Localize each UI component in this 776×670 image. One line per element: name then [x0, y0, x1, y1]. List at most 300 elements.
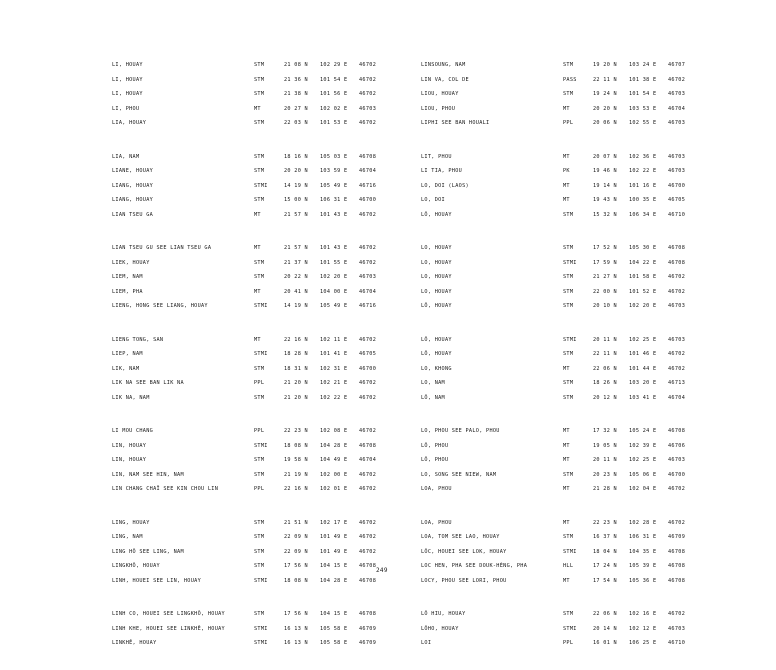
entry-lat: 20 07 N — [593, 153, 617, 160]
entry-type: STMI — [254, 640, 268, 646]
entry-lat: 19 24 N — [593, 91, 617, 97]
gazetteer-entry — [421, 376, 741, 391]
entry-type: STM — [254, 457, 265, 463]
entry-name: LIAN TSEU GU SEE LIAN TSEU GA — [112, 245, 212, 251]
gazetteer-entry — [112, 87, 432, 102]
gazetteer-entry — [112, 208, 432, 223]
entry-name: LÔ, HOUAY — [421, 211, 452, 218]
entry-lat: 17 24 N — [593, 563, 617, 569]
gazetteer-entry — [112, 453, 432, 468]
entry-lat: 20 06 N — [593, 120, 617, 126]
entry-lon: 101 49 E — [320, 548, 348, 555]
entry-lon: 105 24 E — [629, 428, 657, 434]
entry-lon: 103 41 E — [629, 394, 657, 401]
entry-lat: 21 28 N — [593, 486, 617, 492]
entry-lon: 101 38 E — [629, 76, 657, 83]
entry-name: LIEM, PHA — [112, 288, 143, 295]
entry-type: MT — [563, 182, 570, 189]
entry-code: 46704 — [359, 168, 377, 174]
entry-name: LIK NA SEE BAN LIK NA — [112, 380, 184, 386]
entry-group — [421, 58, 741, 131]
entry-name: LO, PHOU SEE PALO, PHOU — [421, 428, 500, 434]
entry-name: LIN CHANG CHAÏ SEE KIN CHOU LIN — [112, 486, 219, 492]
entry-lat: 21 08 N — [284, 62, 308, 68]
gazetteer-entry — [421, 424, 741, 439]
entry-lat: 20 14 N — [593, 625, 617, 632]
entry-type: STM — [563, 351, 574, 357]
entry-type: STMI — [563, 336, 577, 343]
entry-code: 46702 — [359, 211, 377, 218]
entry-type: STM — [254, 153, 265, 160]
entry-code: 46700 — [359, 365, 377, 372]
entry-code: 46709 — [359, 625, 377, 632]
entry-name: LI TIA, PHOU — [421, 168, 463, 174]
entry-code: 46703 — [359, 274, 377, 280]
entry-lon: 101 55 E — [320, 259, 348, 266]
entry-lon: 102 01 E — [320, 486, 348, 492]
entry-code: 46708 — [668, 428, 686, 434]
entry-name: LINKHÊ, HOUAY — [112, 640, 157, 646]
entry-name: LO, HOUAY — [421, 245, 452, 251]
entry-type: PPL — [254, 380, 265, 386]
entry-lat: 16 37 N — [593, 534, 617, 540]
gazetteer-entry — [421, 87, 741, 102]
entry-name: LIPHI SEE BAN HOUALI — [421, 120, 490, 126]
page-number: 249 — [376, 567, 388, 574]
entry-type: STM — [563, 380, 574, 386]
entry-lon: 105 49 E — [320, 182, 348, 189]
entry-name: LO, SONG SEE NIEW, NAM — [421, 471, 497, 478]
entry-name: LOI — [421, 640, 432, 646]
entry-name: LIEK, HOUAY — [112, 259, 150, 266]
entry-type: PPL — [254, 486, 265, 492]
gazetteer-entry — [112, 241, 432, 256]
entry-code: 46709 — [359, 640, 377, 646]
entry-type: STM — [254, 611, 265, 617]
entry-lon: 103 24 E — [629, 62, 657, 68]
entry-code: 46702 — [359, 245, 377, 251]
entry-type: STM — [563, 534, 574, 540]
gazetteer-entry — [112, 256, 432, 271]
gazetteer-entry — [421, 362, 741, 377]
entry-lon: 102 28 E — [629, 519, 657, 526]
entry-type: MT — [254, 105, 261, 112]
gazetteer-entry — [112, 482, 432, 497]
entry-lat: 20 20 N — [593, 105, 617, 112]
entry-lat: 15 32 N — [593, 211, 617, 218]
gazetteer-entry — [421, 299, 741, 314]
entry-code: 46702 — [359, 548, 377, 555]
entry-name: LING, NAM — [112, 534, 143, 540]
entry-lon: 106 31 E — [320, 197, 348, 203]
entry-type: STM — [254, 534, 265, 540]
entry-lon: 101 46 E — [629, 351, 657, 357]
entry-code: 46703 — [668, 457, 686, 463]
entry-lon: 105 58 E — [320, 625, 348, 632]
entry-lon: 101 58 E — [629, 274, 657, 280]
entry-lon: 102 22 E — [629, 168, 657, 174]
gazetteer-entry — [421, 607, 741, 622]
entry-type: STM — [563, 288, 574, 295]
entry-code: 46708 — [359, 563, 377, 569]
entry-lon: 101 54 E — [629, 91, 657, 97]
gazetteer-entry — [421, 73, 741, 88]
entry-name: LINH CO, HOUEI SEE LINGKHÔ, HOUAY — [112, 611, 225, 617]
entry-type: STM — [563, 91, 574, 97]
entry-lon: 102 22 E — [320, 394, 348, 401]
entry-code: 46703 — [668, 168, 686, 174]
entry-name: LIANG, HOUAY — [112, 197, 154, 203]
entry-lon: 104 28 E — [320, 577, 348, 584]
entry-name: LO, NAM — [421, 380, 445, 386]
entry-type: STMI — [254, 442, 268, 449]
entry-lon: 105 49 E — [320, 303, 348, 309]
entry-lon: 102 08 E — [320, 428, 348, 434]
gazetteer-entry — [112, 574, 432, 589]
entry-lon: 106 34 E — [629, 211, 657, 218]
entry-group — [421, 241, 741, 314]
entry-name: LÔHO, HOUAY — [421, 625, 459, 632]
gazetteer-entry — [421, 102, 741, 117]
entry-name: LÔ, PHOU — [421, 457, 449, 463]
entry-code: 46702 — [359, 259, 377, 266]
entry-type: STMI — [254, 351, 268, 357]
entry-lon: 102 04 E — [629, 486, 657, 492]
entry-name: LIA, HOUAY — [112, 120, 147, 126]
entry-lat: 20 41 N — [284, 288, 308, 295]
entry-name: LÔC, HOUEI SEE LOK, HOUAY — [421, 548, 507, 555]
gazetteer-entry — [421, 574, 741, 589]
entry-lat: 19 58 N — [284, 457, 308, 463]
gazetteer-entry — [112, 347, 432, 362]
entry-lon: 101 41 E — [320, 351, 348, 357]
entry-group — [112, 516, 432, 589]
entry-lon: 102 12 E — [629, 625, 657, 632]
entry-name: LI, HOUAY — [112, 76, 143, 83]
entry-lon: 101 44 E — [629, 365, 657, 372]
entry-name: LIN VA, COL DE — [421, 76, 469, 83]
entry-code: 46708 — [359, 611, 377, 617]
entry-name: LINGKHÔ, HOUAY — [112, 563, 160, 569]
entry-name: LO, HOUAY — [421, 288, 452, 295]
entry-name: LOCY, PHOU SEE LORI, PHOU — [421, 577, 507, 584]
gazetteer-entry — [112, 376, 432, 391]
entry-lat: 22 03 N — [284, 120, 308, 126]
entry-code: 46703 — [668, 153, 686, 160]
entry-type: STM — [254, 471, 265, 478]
entry-lon: 103 53 E — [629, 105, 657, 112]
entry-lat: 22 06 N — [593, 611, 617, 617]
entry-name: LIN, NAM SEE HIN, NAM — [112, 471, 184, 478]
gazetteer-entry — [421, 391, 741, 406]
entry-lat: 18 26 N — [593, 380, 617, 386]
entry-lat: 17 56 N — [284, 563, 308, 569]
entry-lat: 22 23 N — [284, 428, 308, 434]
entry-code: 46708 — [668, 563, 686, 569]
entry-lon: 104 15 E — [320, 563, 348, 569]
gazetteer-entry — [421, 208, 741, 223]
entry-group — [421, 424, 741, 497]
gazetteer-entry — [421, 164, 741, 179]
gazetteer-entry — [112, 73, 432, 88]
entry-code: 46708 — [668, 259, 686, 266]
entry-group — [112, 607, 432, 651]
entry-type: STM — [563, 611, 574, 617]
entry-type: STM — [254, 259, 265, 266]
entry-lon: 102 29 E — [320, 62, 348, 68]
gazetteer-entry — [421, 530, 741, 545]
entry-lon: 102 20 E — [629, 303, 657, 309]
entry-name: LÔ HIU, HOUAY — [421, 611, 466, 617]
entry-code: 46702 — [359, 336, 377, 343]
entry-code: 46705 — [668, 197, 686, 203]
entry-code: 46702 — [668, 76, 686, 83]
gazetteer-entry — [421, 559, 741, 574]
entry-lon: 102 11 E — [320, 336, 348, 343]
gazetteer-entry — [112, 150, 432, 165]
entry-type: STM — [254, 91, 265, 97]
entry-name: LINSOUNG, NAM — [421, 62, 466, 68]
entry-lat: 20 10 N — [593, 303, 617, 309]
entry-lon: 101 52 E — [629, 288, 657, 295]
entry-lat: 22 11 N — [593, 76, 617, 83]
gazetteer-entry — [421, 516, 741, 531]
entry-group — [112, 241, 432, 314]
entry-lat: 21 20 N — [284, 394, 308, 401]
entry-lon: 104 15 E — [320, 611, 348, 617]
entry-code: 46700 — [668, 471, 686, 478]
entry-lat: 19 05 N — [593, 442, 617, 449]
entry-lon: 101 54 E — [320, 76, 348, 83]
entry-type: STM — [563, 274, 574, 280]
gazetteer-entry — [421, 150, 741, 165]
gazetteer-entry — [421, 116, 741, 131]
gazetteer-entry — [421, 453, 741, 468]
gazetteer-entry — [112, 545, 432, 560]
entry-lon: 105 30 E — [629, 245, 657, 251]
entry-type: STM — [254, 563, 265, 569]
entry-group — [421, 150, 741, 223]
entry-code: 46704 — [668, 105, 686, 112]
entry-type: STM — [563, 471, 574, 478]
gazetteer-entry — [112, 607, 432, 622]
gazetteer-entry — [112, 193, 432, 208]
entry-type: STMI — [563, 548, 577, 555]
entry-type: MT — [563, 365, 570, 372]
entry-type: PPL — [563, 640, 574, 646]
entry-type: MT — [563, 153, 570, 160]
entry-lon: 101 49 E — [320, 534, 348, 540]
entry-type: PPL — [254, 428, 265, 434]
entry-type: STM — [563, 394, 574, 401]
entry-name: LIA, NAM — [112, 153, 140, 160]
gazetteer-entry — [112, 270, 432, 285]
entry-name: LIN, HOUAY — [112, 457, 147, 463]
entry-name: LOA, TOM SEE LAO, HOUAY — [421, 534, 500, 540]
entry-code: 46702 — [359, 91, 377, 97]
entry-code: 46702 — [359, 486, 377, 492]
entry-type: STM — [254, 197, 265, 203]
gazetteer-entry — [112, 58, 432, 73]
entry-group — [112, 150, 432, 223]
entry-type: STM — [254, 548, 265, 555]
entry-lat: 16 13 N — [284, 625, 308, 632]
entry-type: MT — [563, 519, 570, 526]
entry-group — [112, 333, 432, 406]
entry-lon: 102 55 E — [629, 120, 657, 126]
right-column — [421, 58, 741, 670]
entry-lon: 105 58 E — [320, 640, 348, 646]
entry-lat: 20 12 N — [593, 394, 617, 401]
entry-lat: 14 19 N — [284, 182, 308, 189]
entry-code: 46708 — [668, 548, 686, 555]
entry-lat: 21 38 N — [284, 91, 308, 97]
entry-group — [421, 333, 741, 406]
entry-lat: 17 32 N — [593, 428, 617, 434]
entry-name: LO, KHONG — [421, 365, 452, 372]
entry-name: LÔ, HOUAY — [421, 336, 452, 343]
entry-lon: 101 43 E — [320, 211, 348, 218]
entry-code: 46708 — [668, 245, 686, 251]
gazetteer-entry — [421, 545, 741, 560]
left-column — [112, 58, 432, 670]
entry-lat: 20 11 N — [593, 336, 617, 343]
entry-lon: 102 20 E — [320, 274, 348, 280]
entry-code: 46702 — [359, 394, 377, 401]
entry-type: MT — [563, 442, 570, 449]
entry-lon: 101 16 E — [629, 182, 657, 189]
gazetteer-entry — [112, 362, 432, 377]
entry-name: LIEM, NAM — [112, 274, 143, 280]
entry-group — [421, 607, 741, 651]
entry-lat: 21 36 N — [284, 76, 308, 83]
entry-code: 46702 — [359, 534, 377, 540]
entry-type: STMI — [254, 303, 268, 309]
gazetteer-entry — [421, 58, 741, 73]
gazetteer-entry — [112, 391, 432, 406]
entry-lat: 22 16 N — [284, 486, 308, 492]
entry-code: 46703 — [668, 303, 686, 309]
entry-lon: 102 25 E — [629, 457, 657, 463]
entry-code: 46700 — [359, 197, 377, 203]
entry-code: 46704 — [668, 394, 686, 401]
entry-lon: 102 21 E — [320, 380, 348, 386]
entry-type: STM — [254, 274, 265, 280]
entry-name: LIENG TONG, SAN — [112, 336, 164, 343]
entry-lat: 22 06 N — [593, 365, 617, 372]
entry-code: 46716 — [359, 303, 377, 309]
entry-lat: 20 20 N — [284, 168, 308, 174]
entry-lat: 18 16 N — [284, 153, 308, 160]
entry-lat: 21 57 N — [284, 245, 308, 251]
entry-code: 46709 — [668, 534, 686, 540]
entry-lon: 102 00 E — [320, 471, 348, 478]
entry-name: LO, HOUAY — [421, 259, 452, 266]
entry-code: 46705 — [359, 351, 377, 357]
gazetteer-entry — [421, 333, 741, 348]
entry-type: STM — [254, 394, 265, 401]
entry-lon: 101 53 E — [320, 120, 348, 126]
gazetteer-entry — [112, 285, 432, 300]
entry-lon: 102 39 E — [629, 442, 657, 449]
entry-lon: 103 20 E — [629, 380, 657, 386]
entry-lat: 20 22 N — [284, 274, 308, 280]
entry-lon: 101 43 E — [320, 245, 348, 251]
entry-lon: 102 25 E — [629, 336, 657, 343]
entry-code: 46702 — [359, 380, 377, 386]
entry-lon: 102 36 E — [629, 153, 657, 160]
entry-type: STMI — [254, 182, 268, 189]
entry-lon: 100 35 E — [629, 197, 657, 203]
entry-lat: 19 20 N — [593, 62, 617, 68]
entry-name: LÔ, PHOU — [421, 442, 449, 449]
entry-name: LIK NA, NAM — [112, 394, 150, 401]
entry-name: LING HÔ SEE LING, NAM — [112, 548, 184, 555]
entry-lon: 103 59 E — [320, 168, 348, 174]
entry-code: 46708 — [359, 442, 377, 449]
entry-lat: 16 13 N — [284, 640, 308, 646]
entry-lat: 21 51 N — [284, 519, 308, 526]
entry-type: HLL — [563, 563, 574, 569]
entry-code: 46702 — [359, 62, 377, 68]
entry-name: LÔ, HOUAY — [421, 351, 452, 357]
entry-name: LO, DOI — [421, 197, 445, 203]
entry-lat: 21 37 N — [284, 259, 308, 266]
entry-type: STMI — [563, 625, 577, 632]
entry-lon: 101 56 E — [320, 91, 348, 97]
entry-type: MT — [563, 486, 570, 492]
entry-code: 46702 — [359, 519, 377, 526]
entry-code: 46702 — [359, 471, 377, 478]
entry-type: STM — [563, 211, 574, 218]
gazetteer-entry — [112, 179, 432, 194]
entry-name: LIEP, NAM — [112, 351, 143, 357]
entry-type: MT — [563, 577, 570, 584]
entry-code: 46700 — [668, 182, 686, 189]
entry-code: 46702 — [668, 351, 686, 357]
entry-type: STMI — [254, 625, 268, 632]
entry-name: LIN, HOUAY — [112, 442, 147, 449]
gazetteer-entry — [112, 530, 432, 545]
entry-lat: 18 04 N — [593, 548, 617, 555]
entry-name: LÔ, HOUAY — [421, 303, 452, 309]
entry-name: LI, HOUAY — [112, 91, 143, 97]
entry-lon: 104 28 E — [320, 442, 348, 449]
entry-name: LI, PHOU — [112, 105, 140, 112]
entry-code: 46702 — [359, 120, 377, 126]
entry-type: STM — [254, 62, 265, 68]
entry-type: MT — [563, 197, 570, 203]
entry-type: STM — [563, 245, 574, 251]
entry-code: 46702 — [359, 76, 377, 83]
gazetteer-entry — [421, 270, 741, 285]
entry-name: LOA, PHOU — [421, 486, 452, 492]
entry-lat: 21 57 N — [284, 211, 308, 218]
entry-type: STM — [563, 62, 574, 68]
entry-lat: 22 16 N — [284, 336, 308, 343]
entry-lat: 14 19 N — [284, 303, 308, 309]
entry-lat: 21 27 N — [593, 274, 617, 280]
entry-code: 46702 — [668, 288, 686, 295]
gazetteer-entry — [421, 179, 741, 194]
gazetteer-entry — [112, 116, 432, 131]
entry-name: LÔ, NAM — [421, 394, 445, 401]
entry-lat: 15 00 N — [284, 197, 308, 203]
entry-type: STMI — [563, 259, 577, 266]
entry-type: STM — [254, 76, 265, 83]
gazetteer-entry — [421, 256, 741, 271]
entry-lat: 16 01 N — [593, 640, 617, 646]
